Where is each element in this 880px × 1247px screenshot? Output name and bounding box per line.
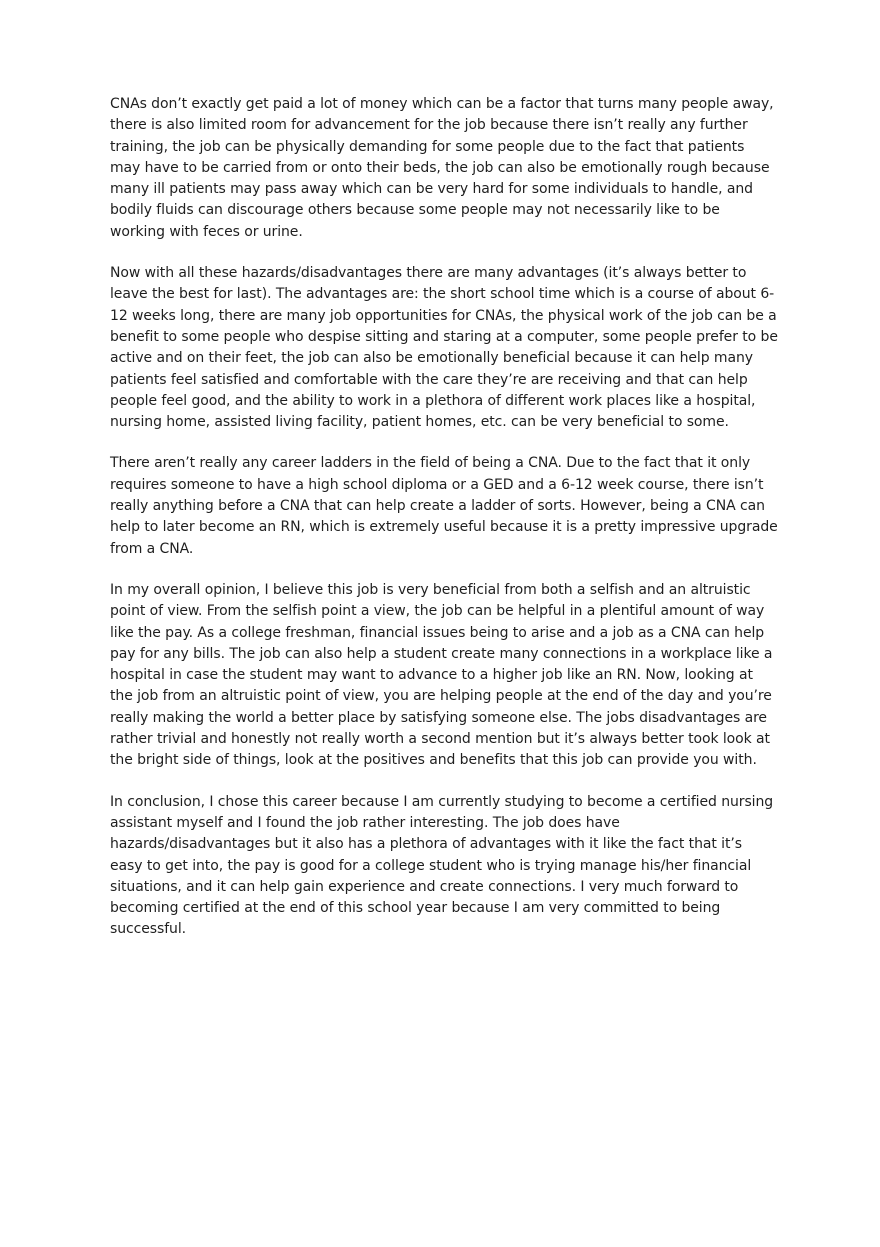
paragraph-career-ladders: There aren’t really any career ladders in the field of being a CNA. Due to the fact that it only requires someone to have a high school diploma or a GED and a 6-12 week course, there isn’t really anything before a CNA that can help create a ladder of sorts. However, being a CNA can help to later become an RN, which is extremely useful because it is a pretty impressive upgrade from a CNA.	[110, 455, 778, 557]
paragraph-disadvantages: CNAs don’t exactly get paid a lot of money which can be a factor that turns many people away, there is also limited room for advancement for the job because there isn’t really any further training, the job can be physically demanding for some people due to the fact that patients may have to be carried from or onto their beds, the job can also be emotionally rough because many ill patients may pass away which can be very hard for some individuals to handle, and bodily fluids can discourage others because some people may not necessarily like to be working with feces or urine.	[110, 96, 774, 240]
paragraph-advantages: Now with all these hazards/disadvantages there are many advantages (it’s always better to leave the best for last). The advantages are: the short school time which is a course of about 6-12 weeks long, there are many job opportunities for CNAs, the physical work of the job can be a benefit to some people who despise sitting and staring at a computer, some people prefer to be active and on their feet, the job can also be emotionally beneficial because it can help many patients feel satisfied and comfortable with the care they’re are receiving and that can help people feel good, and the ability to work in a plethora of different work places like a hospital, nursing home, assisted living facility, patient homes, etc. can be very beneficial to some.	[110, 265, 778, 431]
document-body	[110, 94, 778, 941]
paragraph-conclusion: In conclusion, I chose this career because I am currently studying to become a certified nursing assistant myself and I found the job rather interesting. The job does have hazards/disadvantages but it also has a plethora of advantages with it like the fact that it’s easy to get into, the pay is good for a college student who is trying manage his/her financial situations, and it can help gain experience and create connections. I very much forward to becoming certified at the end of this school year because I am very committed to being successful.	[110, 793, 774, 938]
paragraph-opinion: In my overall opinion, I believe this job is very beneficial from both a selfish and an altruistic point of view. From the selfish point a view, the job can be helpful in a plentiful amount of way like the pay. As a college freshman, financial issues being to arise and a job as a CNA can help pay for any bills. The job can also help a student create many connections in a workplace like a hospital in case the student may want to advance to a higher job like an RN. Now, looking at the job from an altruistic point of view, you are helping people at the end of the day and you’re really making the world a better place by satisfying someone else. The jobs disadvantages are rather trivial and honestly not really worth a second mention but it’s always better took look at the bright side of things, look at the positives and benefits that this job can provide you with.	[110, 581, 773, 769]
